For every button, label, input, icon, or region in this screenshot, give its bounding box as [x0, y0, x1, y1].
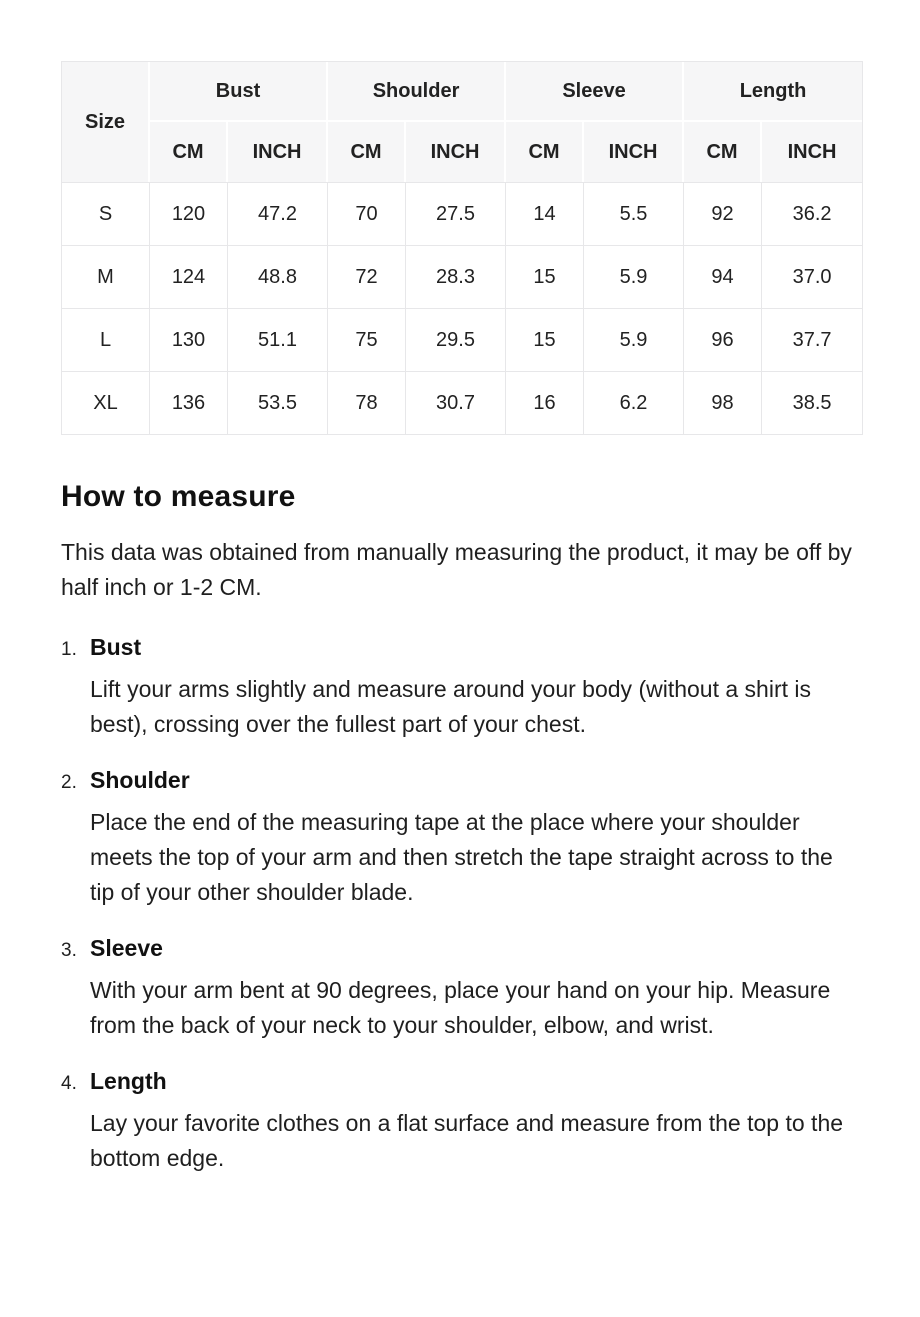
table-cell: 136: [150, 371, 228, 434]
table-cell: 98: [684, 371, 762, 434]
table-cell: 14: [506, 182, 584, 245]
group-header-length: Length: [684, 62, 862, 122]
list-item-length: [61, 1068, 859, 1176]
step-description: With your arm bent at 90 degrees, place your hand on your hip. Measure from the back of your neck to your shoulder, elbow, and wrist.: [90, 977, 831, 1038]
table-cell: 6.2: [584, 371, 684, 434]
table-cell: 16: [506, 371, 584, 434]
measure-steps-list: [61, 634, 859, 1176]
table-cell: 92: [684, 182, 762, 245]
unit-header-cm: CM: [150, 122, 228, 182]
table-group-header-row: [62, 62, 862, 122]
step-description: Lift your arms slightly and measure around your body (without a shirt is best), crossing over the fullest part of your chest.: [90, 676, 811, 737]
table-cell: 94: [684, 245, 762, 308]
step-description: Place the end of the measuring tape at the place where your shoulder meets the top of your arm and then stretch the tape straight across to the tip of your other shoulder blade.: [90, 809, 833, 905]
table-cell: 15: [506, 308, 584, 371]
table-row-xl: [62, 371, 862, 434]
table-cell: 120: [150, 182, 228, 245]
step-heading: [61, 935, 859, 962]
size-cell: M: [62, 245, 150, 308]
unit-header-inch: INCH: [584, 122, 684, 182]
table-cell: 124: [150, 245, 228, 308]
table-cell: 48.8: [228, 245, 328, 308]
table-cell: 28.3: [406, 245, 506, 308]
table-cell: 37.7: [762, 308, 862, 371]
step-heading: [61, 767, 859, 794]
table-cell: 78: [328, 371, 406, 434]
group-header-sleeve: Sleeve: [506, 62, 684, 122]
step-label: Shoulder: [90, 767, 190, 793]
how-to-measure-title: How to measure: [61, 480, 296, 513]
step-heading: [61, 634, 859, 661]
size-cell: XL: [62, 371, 150, 434]
step-label: Bust: [90, 634, 142, 660]
table-cell: 27.5: [406, 182, 506, 245]
table-row-m: [62, 245, 862, 308]
size-cell: S: [62, 182, 150, 245]
table-cell: 29.5: [406, 308, 506, 371]
step-number: 1.: [61, 639, 77, 660]
table-cell: 30.7: [406, 371, 506, 434]
step-heading: [61, 1068, 859, 1095]
table-cell: 47.2: [228, 182, 328, 245]
list-item-bust: [61, 634, 859, 742]
size-cell: L: [62, 308, 150, 371]
table-cell: 96: [684, 308, 762, 371]
table-cell: 5.9: [584, 245, 684, 308]
step-number: 2.: [61, 772, 77, 793]
step-description: Lay your favorite clothes on a flat surface and measure from the top to the bottom edge.: [90, 1110, 844, 1171]
group-header-shoulder: Shoulder: [328, 62, 506, 122]
table-cell: 5.9: [584, 308, 684, 371]
table-cell: 51.1: [228, 308, 328, 371]
table-cell: 36.2: [762, 182, 862, 245]
size-column-header: Size: [62, 62, 150, 182]
step-label: Length: [90, 1068, 167, 1094]
table-unit-header-row: [62, 122, 862, 182]
size-chart-table: [61, 61, 863, 435]
unit-header-cm: CM: [506, 122, 584, 182]
table-cell: 37.0: [762, 245, 862, 308]
unit-header-cm: CM: [684, 122, 762, 182]
list-item-shoulder: [61, 767, 859, 910]
table-row-s: [62, 182, 862, 245]
table-cell: 53.5: [228, 371, 328, 434]
unit-header-inch: INCH: [228, 122, 328, 182]
table-cell: 75: [328, 308, 406, 371]
table-cell: 15: [506, 245, 584, 308]
table-cell: 130: [150, 308, 228, 371]
how-to-measure-intro: This data was obtained from manually measuring the product, it may be off by half inch or 1-2 CM.: [61, 539, 852, 600]
table-cell: 5.5: [584, 182, 684, 245]
list-item-sleeve: [61, 935, 859, 1043]
table-cell: 70: [328, 182, 406, 245]
table-cell: 38.5: [762, 371, 862, 434]
table-cell: 72: [328, 245, 406, 308]
table-row-l: [62, 308, 862, 371]
unit-header-cm: CM: [328, 122, 406, 182]
step-number: 4.: [61, 1073, 77, 1094]
step-label: Sleeve: [90, 935, 163, 961]
unit-header-inch: INCH: [762, 122, 862, 182]
step-number: 3.: [61, 940, 77, 961]
unit-header-inch: INCH: [406, 122, 506, 182]
group-header-bust: Bust: [150, 62, 328, 122]
